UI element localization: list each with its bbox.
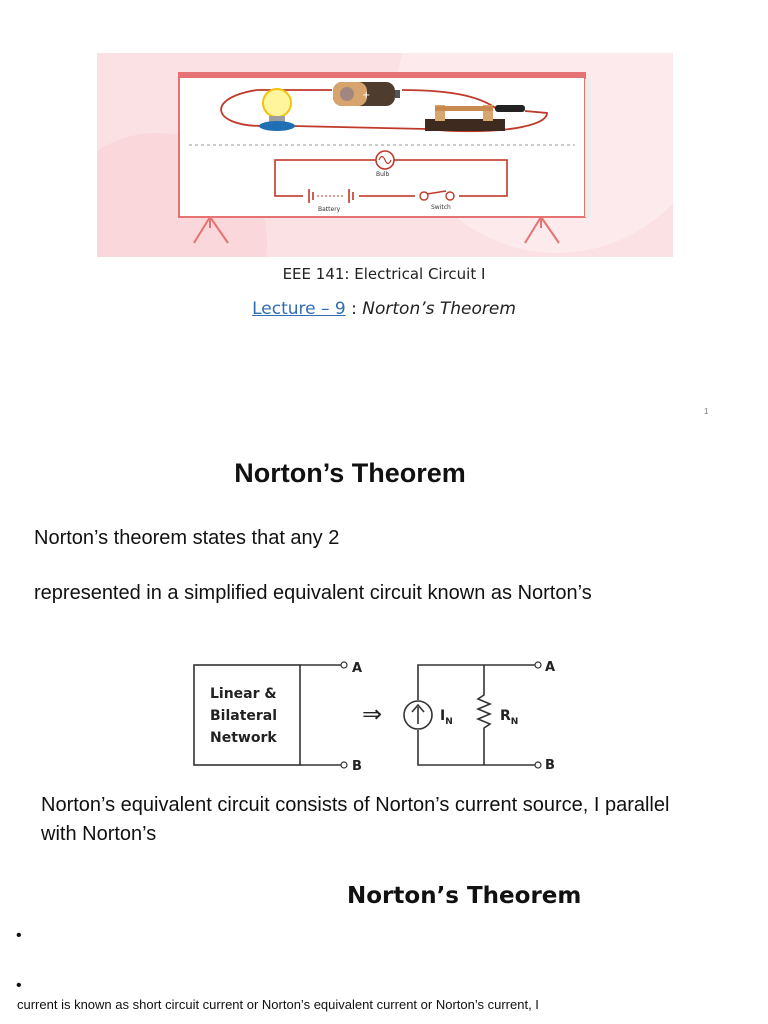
slide-title: Norton’s Theorem bbox=[234, 458, 466, 488]
equiv-terminal-a-label: A bbox=[545, 660, 556, 675]
network-label-line1: Linear & bbox=[210, 686, 277, 702]
resistor-subscript: N bbox=[510, 717, 519, 727]
lecture-topic: Norton’s Theorem bbox=[362, 299, 516, 319]
norton-equivalent-diagram bbox=[190, 650, 570, 775]
resistor-symbol bbox=[478, 665, 490, 765]
terminal-b-label: B bbox=[352, 759, 362, 774]
equiv-terminal-b-node bbox=[535, 762, 541, 768]
svg-text:+: + bbox=[362, 90, 371, 101]
paragraph-theorem-statement: Norton’s theorem states that any 2 bbox=[34, 527, 340, 549]
equiv-terminal-b-label: B bbox=[545, 758, 555, 773]
course-title: EEE 141: Electrical Circuit I bbox=[282, 265, 486, 283]
norton-diagram-svg bbox=[190, 650, 570, 775]
terminal-a-node bbox=[341, 662, 347, 668]
resistor-label-text: R bbox=[500, 708, 511, 724]
footer-paragraph: current is known as short circuit current or Norton’s equivalent current or Norton’s current, I bbox=[17, 997, 539, 1012]
page-number: 1 bbox=[704, 407, 709, 416]
slide3-title: Norton’s Theorem bbox=[347, 883, 582, 909]
resistor-label bbox=[500, 708, 518, 727]
lecture-link[interactable]: Lecture – 9 bbox=[252, 299, 346, 319]
network-label-line3: Network bbox=[210, 730, 277, 746]
paragraph-equivalent-circuit: represented in a simplified equivalent circuit known as Norton’s bbox=[34, 582, 592, 604]
current-source-subscript: N bbox=[445, 717, 453, 727]
circuit-board-image bbox=[97, 53, 673, 257]
current-source-label bbox=[440, 708, 453, 727]
equivalence-arrow: ⇒ bbox=[362, 700, 383, 728]
bulb-label: Bulb bbox=[376, 171, 390, 178]
paragraph-equivalent-description: Norton’s equivalent circuit consists of Norton’s current source, I parallel with Norton’s bbox=[41, 794, 670, 845]
lecture-separator: : bbox=[345, 299, 363, 319]
terminal-a-label: A bbox=[352, 661, 363, 676]
terminal-b-node bbox=[341, 762, 347, 768]
lecture-line bbox=[0, 299, 768, 319]
bullet-marker: • bbox=[16, 927, 22, 944]
circuit-illustration bbox=[97, 53, 673, 257]
network-label-line2: Bilateral bbox=[210, 708, 278, 724]
equiv-terminal-a-node bbox=[535, 662, 541, 668]
bullet-marker: • bbox=[16, 977, 22, 994]
battery-label: Battery bbox=[318, 206, 341, 213]
current-source-label-text: I bbox=[440, 708, 446, 724]
switch-label: Switch bbox=[431, 204, 451, 211]
